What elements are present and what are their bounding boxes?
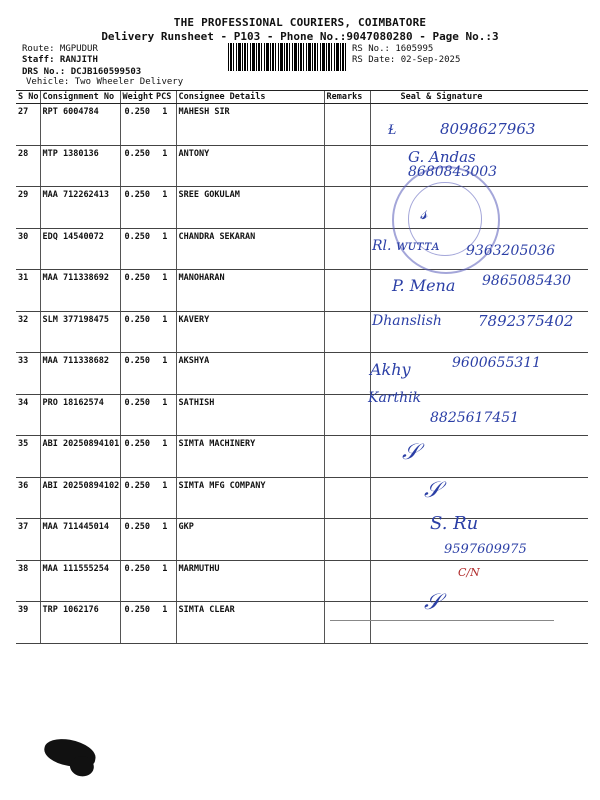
rs-number: RS No.: 1605995: [352, 44, 434, 54]
row-signature: [370, 602, 588, 644]
row-consignment-no: TRP 1062176: [40, 602, 120, 644]
row-consignment-no: MAA 712262413: [40, 187, 120, 229]
col-header-consignee: Consignee Details: [176, 91, 324, 104]
col-header-consignment: Consignment No: [40, 91, 120, 104]
row-pcs: 1: [154, 560, 176, 602]
row-consignment-no: ABI 20250894102: [40, 477, 120, 519]
row-sno: 39: [16, 602, 40, 644]
row-sno: 37: [16, 519, 40, 561]
row-sno: 32: [16, 311, 40, 353]
drs-number: DRS No.: DCJB160599503: [22, 67, 142, 77]
row-sno: 35: [16, 436, 40, 478]
row-pcs: 1: [154, 311, 176, 353]
handwritten-phone-28: 8680843003: [408, 164, 498, 180]
handwritten-sign-33: Akhy: [370, 360, 411, 379]
row-pcs: 1: [154, 187, 176, 229]
table-row: [16, 477, 588, 519]
handwritten-sign-28: G. Andas: [408, 148, 476, 166]
row-sno: 38: [16, 560, 40, 602]
row-pcs: 1: [154, 104, 176, 146]
row-consignee: SIMTA MACHINERY: [176, 436, 324, 478]
row-remarks: [324, 519, 370, 561]
row-sno: 28: [16, 145, 40, 187]
handwritten-phone-38: 9597609975: [444, 542, 527, 557]
row-weight: 0.250: [120, 311, 154, 353]
row-consignment-no: PRO 18162574: [40, 394, 120, 436]
row-pcs: 1: [154, 353, 176, 395]
row-pcs: 1: [154, 228, 176, 270]
rs-date: RS Date: 02-Sep-2025: [352, 55, 461, 65]
divider-line: [330, 620, 554, 621]
handwritten-phone-32: 7892375402: [478, 312, 574, 330]
handwritten-phone-31: 9865085430: [482, 273, 572, 289]
row-pcs: 1: [154, 436, 176, 478]
row-consignee: SIMTA CLEAR: [176, 602, 324, 644]
table-header-row: [16, 91, 588, 104]
row-remarks: [324, 104, 370, 146]
handwritten-sign-39: 𝒮: [424, 590, 442, 615]
row-consignee: MARMUTHU: [176, 560, 324, 602]
row-signature: [370, 477, 588, 519]
handwritten-sign-35: 𝒮: [402, 440, 420, 465]
row-remarks: [324, 436, 370, 478]
row-weight: 0.250: [120, 104, 154, 146]
table-row: [16, 560, 588, 602]
table-row: [16, 145, 588, 187]
row-pcs: 1: [154, 145, 176, 187]
table-row: [16, 602, 588, 644]
row-remarks: [324, 353, 370, 395]
runsheet-subtitle: Delivery Runsheet - P103 - Phone No.:9047080280 - Page No.:3: [101, 30, 499, 43]
row-consignee: SIMTA MFG COMPANY: [176, 477, 324, 519]
row-consignee: SATHISH: [176, 394, 324, 436]
staff-label: Staff: RANJITH: [22, 55, 98, 65]
row-pcs: 1: [154, 270, 176, 312]
row-remarks: [324, 602, 370, 644]
handwritten-phone-34: 8825617451: [430, 410, 520, 426]
row-consignment-no: MAA 711445014: [40, 519, 120, 561]
row-pcs: 1: [154, 477, 176, 519]
handwritten-mark-27: Ɫ: [388, 120, 397, 138]
row-remarks: [324, 394, 370, 436]
table-row: [16, 436, 588, 478]
handwritten-phone-33: 9600655311: [452, 355, 542, 371]
row-remarks: [324, 560, 370, 602]
row-sno: 36: [16, 477, 40, 519]
row-weight: 0.250: [120, 477, 154, 519]
col-header-remarks: Remarks: [324, 91, 370, 104]
row-consignment-no: SLM 377198475: [40, 311, 120, 353]
row-weight: 0.250: [120, 436, 154, 478]
row-weight: 0.250: [120, 145, 154, 187]
row-sno: 33: [16, 353, 40, 395]
row-weight: 0.250: [120, 560, 154, 602]
row-sno: 31: [16, 270, 40, 312]
table-row: [16, 187, 588, 229]
row-sno: 34: [16, 394, 40, 436]
barcode: [228, 43, 348, 71]
handwritten-sign-31: P. Mena: [392, 276, 456, 295]
row-weight: 0.250: [120, 394, 154, 436]
handwritten-sign-36: 𝒮: [424, 478, 442, 503]
row-pcs: 1: [154, 394, 176, 436]
handwritten-sign-34: Karthik: [368, 390, 422, 406]
row-remarks: [324, 187, 370, 229]
row-consignment-no: MAA 711338682: [40, 353, 120, 395]
handwritten-phone-27: 8098627963: [440, 120, 536, 138]
handwritten-sign-29: 𝓈: [420, 200, 428, 224]
row-sno: 27: [16, 104, 40, 146]
handwritten-sign-37: S. Ru: [430, 513, 479, 534]
col-header-sno: S No: [18, 92, 39, 102]
row-remarks: [324, 145, 370, 187]
handwritten-phone-30: 9363205036: [466, 243, 556, 259]
row-consignment-no: ABI 20250894101: [40, 436, 120, 478]
row-consignment-no: MAA 711338692: [40, 270, 120, 312]
row-consignee: MANOHARAN: [176, 270, 324, 312]
row-consignment-no: MAA 111555254: [40, 560, 120, 602]
row-consignee: GKP: [176, 519, 324, 561]
handwritten-cn-note: C/N: [458, 566, 480, 579]
handwritten-sign-32: Dhanslish: [372, 313, 442, 329]
row-remarks: [324, 228, 370, 270]
route-label: Route: MGPUDUR: [22, 44, 98, 54]
row-consignee: CHANDRA SEKARAN: [176, 228, 324, 270]
row-consignment-no: MTP 1380136: [40, 145, 120, 187]
vehicle-label: Vehicle: Two Wheeler Delivery: [26, 77, 184, 87]
handwritten-sign-30: Rl. ᴡᴜᴛᴛᴀ: [372, 238, 440, 254]
row-weight: 0.250: [120, 187, 154, 229]
row-remarks: [324, 311, 370, 353]
row-weight: 0.250: [120, 602, 154, 644]
row-sno: 30: [16, 228, 40, 270]
col-header-signature: Seal & Signature: [370, 91, 588, 104]
row-consignment-no: RPT 6004784: [40, 104, 120, 146]
row-remarks: [324, 477, 370, 519]
row-sno: 29: [16, 187, 40, 229]
row-weight: 0.250: [120, 519, 154, 561]
row-consignee: MAHESH SIR: [176, 104, 324, 146]
row-pcs: 1: [154, 519, 176, 561]
row-consignment-no: EDQ 14540072: [40, 228, 120, 270]
row-consignee: AKSHYA: [176, 353, 324, 395]
row-weight: 0.250: [120, 270, 154, 312]
row-remarks: [324, 270, 370, 312]
row-weight: 0.250: [120, 353, 154, 395]
col-header-weight: Weight: [120, 91, 154, 104]
col-header-pcs: PCS: [154, 91, 176, 104]
ink-blot: [42, 736, 98, 771]
row-pcs: 1: [154, 602, 176, 644]
row-weight: 0.250: [120, 228, 154, 270]
company-title: THE PROFESSIONAL COURIERS, COIMBATORE: [173, 16, 427, 29]
row-consignee: KAVERY: [176, 311, 324, 353]
row-consignee: ANTONY: [176, 145, 324, 187]
row-consignee: SREE GOKULAM: [176, 187, 324, 229]
